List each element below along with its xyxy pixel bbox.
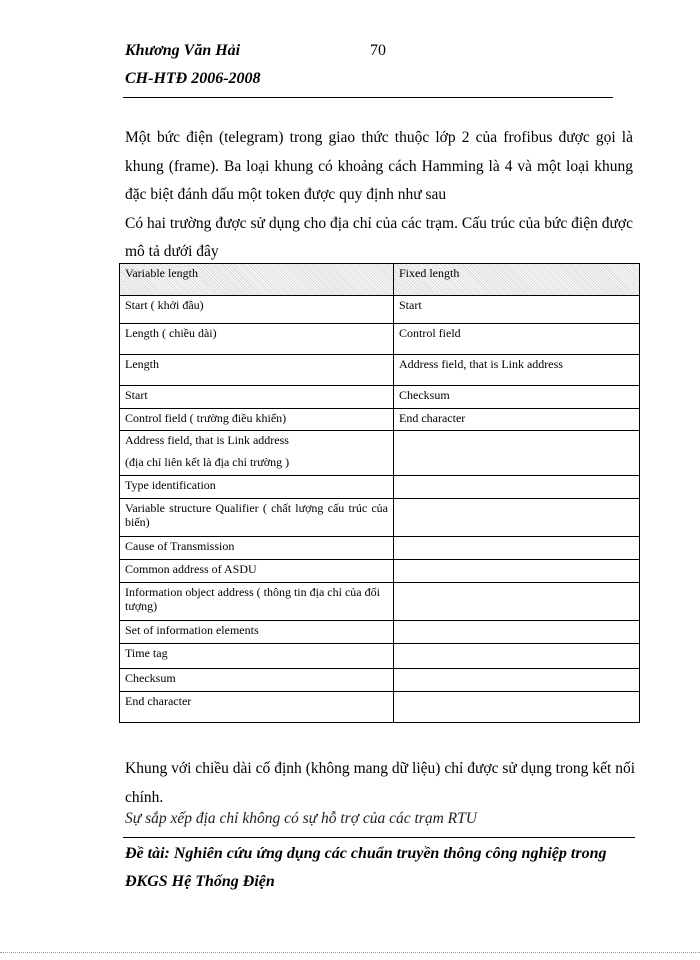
table-row: [120, 583, 640, 621]
table-row: [120, 386, 640, 409]
table-row: [120, 431, 640, 476]
frame-structure-table: [119, 263, 640, 723]
page-number: 70: [370, 42, 386, 59]
fixed-cell: Start: [394, 296, 640, 324]
intro-paragraph-1: Một bức điện (telegram) trong giao thức thuộc lớp 2 của frofibus được gọi là khung (frame). Ba loại khung có khoảng cách Hamming là 4 và một loại khung đặc biệt đánh dấu một token được quy định như sau: [125, 129, 633, 203]
table-row: [120, 537, 640, 560]
variable-cell: Start ( khởi đầu): [120, 296, 394, 324]
fixed-cell: [394, 692, 640, 723]
header-fixed-length: Fixed length: [394, 264, 640, 296]
variable-cell: Common address of ASDU: [120, 560, 394, 583]
fixed-cell: Address field, that is Link address: [394, 355, 640, 386]
table-row: [120, 296, 640, 324]
fixed-cell: [394, 476, 640, 499]
variable-cell: Set of information elements: [120, 621, 394, 644]
header-variable-length: Variable length: [120, 264, 394, 296]
variable-cell: Control field ( trường điều khiển): [120, 409, 394, 431]
variable-cell: Information object address ( thông tin địa chỉ của đối tượng): [120, 583, 394, 621]
table-row: [120, 409, 640, 431]
table-header-row: [120, 264, 640, 296]
fixed-cell: End character: [394, 409, 640, 431]
fixed-cell: Control field: [394, 324, 640, 355]
table-row: [120, 560, 640, 583]
variable-cell: Type identification: [120, 476, 394, 499]
fixed-cell: [394, 583, 640, 621]
table-row: [120, 621, 640, 644]
intro-paragraph-2: Có hai trường được sử dụng cho địa chỉ của các trạm. Cấu trúc của bức điện được mô tả dưới đây: [125, 214, 633, 260]
variable-cell: Variable structure Qualifier ( chất lượng cấu trúc của biến): [120, 499, 394, 537]
fixed-cell: [394, 560, 640, 583]
table-row: [120, 476, 640, 499]
fixed-cell: Checksum: [394, 386, 640, 409]
header-divider: [123, 97, 613, 98]
fixed-cell: [394, 621, 640, 644]
variable-cell: End character: [120, 692, 394, 723]
variable-cell-line-2: (địa chỉ liên kết là địa chỉ trường ): [125, 455, 290, 469]
variable-cell: Length: [120, 355, 394, 386]
table-row: [120, 692, 640, 723]
outro-paragraph: Khung với chiều dài cố định (không mang dữ liệu) chỉ được sử dụng trong kết nối chính.: [125, 760, 635, 806]
address-note: Sự sắp xếp địa chỉ không có sự hỗ trợ của các trạm RTU: [125, 810, 477, 827]
footer-thesis-title: [125, 840, 645, 896]
fixed-cell: [394, 644, 640, 669]
table-row: [120, 324, 640, 355]
table-row: [120, 644, 640, 669]
fixed-cell: [394, 431, 640, 476]
footer-divider: [123, 837, 635, 838]
variable-cell: Start: [120, 386, 394, 409]
variable-cell: Time tag: [120, 644, 394, 669]
variable-cell: Cause of Transmission: [120, 537, 394, 560]
variable-cell: Checksum: [120, 669, 394, 692]
variable-cell-line-1: Address field, that is Link address: [125, 433, 289, 447]
header-course: CH-HTĐ 2006-2008: [125, 70, 261, 87]
fixed-cell: [394, 537, 640, 560]
outro-text: [125, 755, 635, 812]
variable-cell: Length ( chiều dài): [120, 324, 394, 355]
footer-line-2: ĐKGS Hệ Thống Điện: [125, 873, 275, 890]
header-author: Khương Văn Hải: [125, 42, 241, 59]
table-row: [120, 669, 640, 692]
table-row: [120, 499, 640, 537]
intro-text: [125, 124, 633, 267]
variable-cell: [120, 431, 394, 476]
fixed-cell: [394, 669, 640, 692]
page-bottom-edge: [0, 952, 700, 953]
fixed-cell: [394, 499, 640, 537]
footer-line-1: Đề tài: Nghiên cứu ứng dụng các chuẩn truyền thông công nghiệp trong: [125, 845, 607, 862]
table-row: [120, 355, 640, 386]
